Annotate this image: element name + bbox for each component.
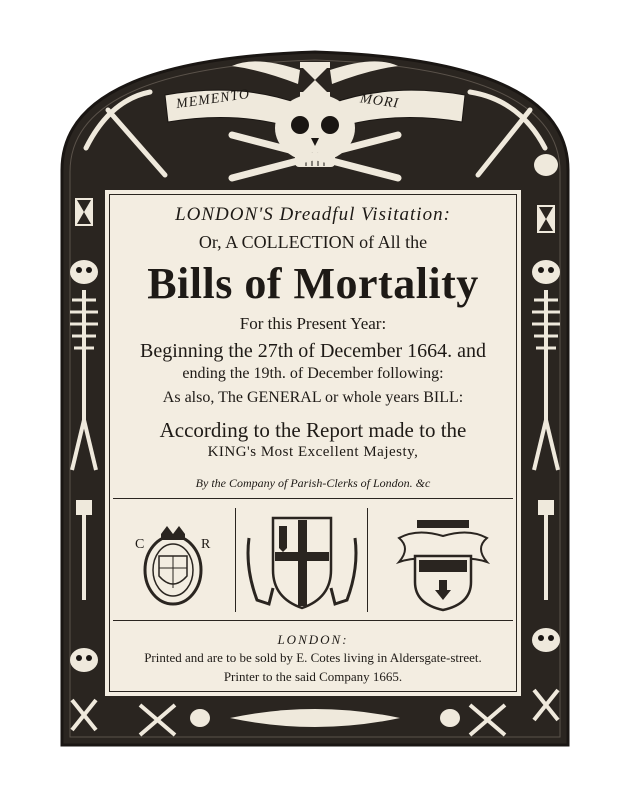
divider-right xyxy=(367,508,368,612)
royal-arms-icon xyxy=(123,510,223,610)
main-title: Bills of Mortality xyxy=(147,259,479,308)
title-line-1: LONDON'S Dreadful Visitation: xyxy=(175,204,451,225)
divider-bottom xyxy=(113,620,513,621)
title-line-5: Beginning the 27th of December 1664. and xyxy=(139,340,487,362)
divider-top xyxy=(113,498,513,499)
title-line-8: According to the Report made to the xyxy=(159,418,467,442)
title-line-9: KING's Most Excellent Majesty, xyxy=(207,444,419,460)
title-line-2: Or, A COLLECTION of All the xyxy=(198,232,428,252)
title-line-4: For this Present Year: xyxy=(239,314,387,333)
title-line-6: ending the 19th. of December following: xyxy=(182,365,444,382)
title-line-10: By the Company of Parish-Clerks of London. &c xyxy=(195,476,431,490)
banner-mori: MORI xyxy=(359,91,400,112)
imprint-line-2: Printer to the said Company 1665. xyxy=(223,669,403,684)
banner-memento: MEMENTO xyxy=(175,86,252,113)
imprint-place: LONDON: xyxy=(277,632,349,647)
title-line-7: As also, The GENERAL or whole years BILL: xyxy=(162,389,464,406)
divider-left xyxy=(235,508,236,612)
title-panel xyxy=(103,188,523,698)
city-of-london-shield-icon xyxy=(243,508,361,614)
parish-clerks-arms-icon xyxy=(377,508,509,614)
imprint-line-1: Printed and are to be sold by E. Cotes living in Aldersgate-street. xyxy=(144,650,482,665)
crest-initial-c: C xyxy=(135,537,145,552)
crest-initial-r: R xyxy=(201,537,211,552)
